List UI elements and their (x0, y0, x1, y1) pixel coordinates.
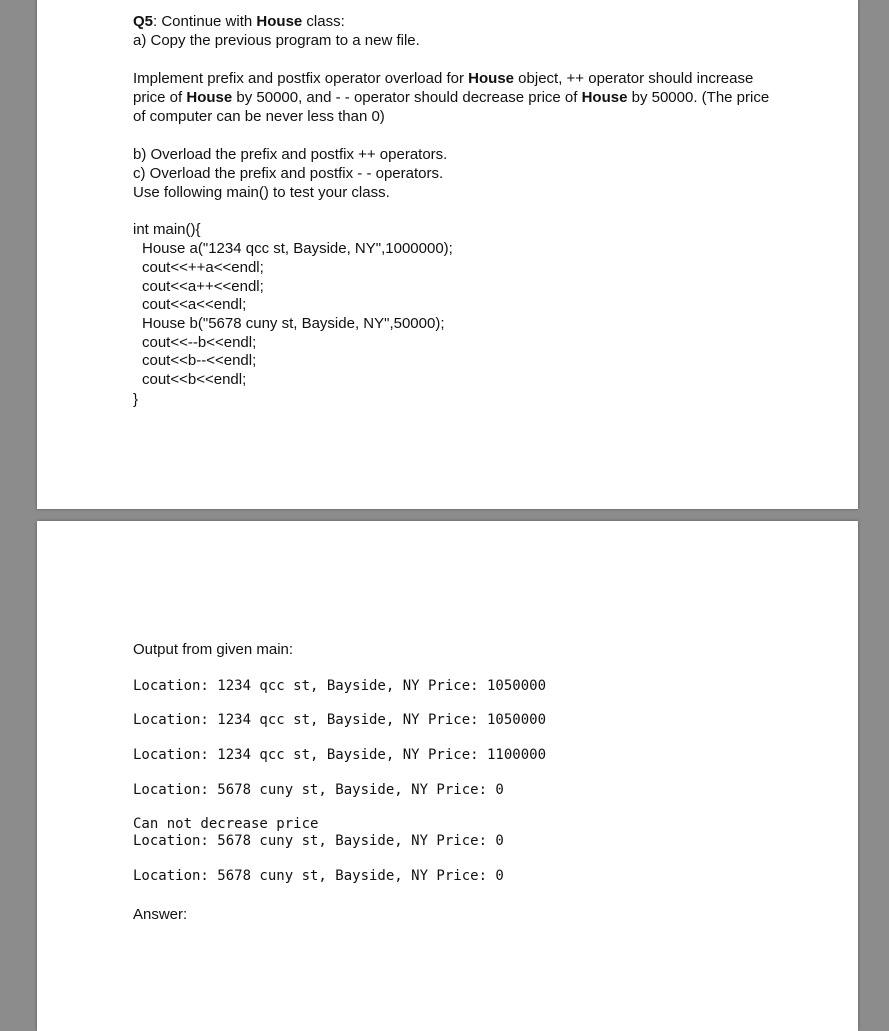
code-line: House b("5678 cuny st, Bayside, NY",50000); (142, 315, 445, 332)
question-title (133, 12, 345, 31)
para-text-3: by 50000, and - - operator should decrease price of (232, 89, 582, 106)
para-text-1: Implement prefix and postfix operator overload for (133, 70, 469, 87)
use-main-text: Use following main() to test your class. (133, 184, 390, 201)
document-page-2 (37, 521, 858, 1031)
document-page-1 (37, 0, 858, 509)
output-line: Can not decrease price (133, 816, 319, 832)
answer-label: Answer: (133, 906, 188, 923)
code-line: cout<<++a<<endl; (142, 259, 264, 276)
code-line: cout<<--b<<endl; (142, 334, 257, 351)
output-line: Location: 5678 cuny st, Bayside, NY Price: 0 (133, 833, 504, 849)
code-main-open: int main(){ (133, 221, 201, 238)
code-line: cout<<b<<endl; (142, 371, 247, 388)
instructions-paragraph (133, 69, 773, 126)
part-c-text: c) Overload the prefix and postfix - - operators. (133, 165, 444, 182)
question-title-class: House (256, 13, 303, 30)
code-line: cout<<b--<<endl; (142, 352, 257, 369)
para-text-4: by 50000. (The price of computer can be never less than 0) (133, 89, 770, 125)
output-line: Location: 1234 qcc st, Bayside, NY Price: 1050000 (133, 678, 547, 694)
output-line: Location: 5678 cuny st, Bayside, NY Price: 0 (133, 782, 504, 798)
para-text-2: object, ++ operator should increase price of (133, 70, 754, 106)
question-title-text: : Continue with (153, 13, 257, 30)
code-line: House a("1234 qcc st, Bayside, NY",1000000); (142, 240, 453, 257)
code-main-close: } (133, 391, 139, 408)
para-bold-house-1: House (468, 70, 515, 87)
part-b-text: b) Overload the prefix and postfix ++ operators. (133, 146, 448, 163)
output-line: Location: 1234 qcc st, Bayside, NY Price: 1100000 (133, 747, 547, 763)
output-line: Location: 5678 cuny st, Bayside, NY Price: 0 (133, 868, 504, 884)
code-line: cout<<a<<endl; (142, 296, 247, 313)
output-line: Location: 1234 qcc st, Bayside, NY Price: 1050000 (133, 712, 547, 728)
part-a-text: a) Copy the previous program to a new file. (133, 32, 420, 49)
para-bold-house-2: House (186, 89, 233, 106)
para-bold-house-3: House (581, 89, 628, 106)
code-line: cout<<a++<<endl; (142, 278, 264, 295)
output-heading: Output from given main: (133, 641, 294, 658)
question-number: Q5 (133, 13, 154, 30)
question-title-end: class: (302, 13, 345, 30)
